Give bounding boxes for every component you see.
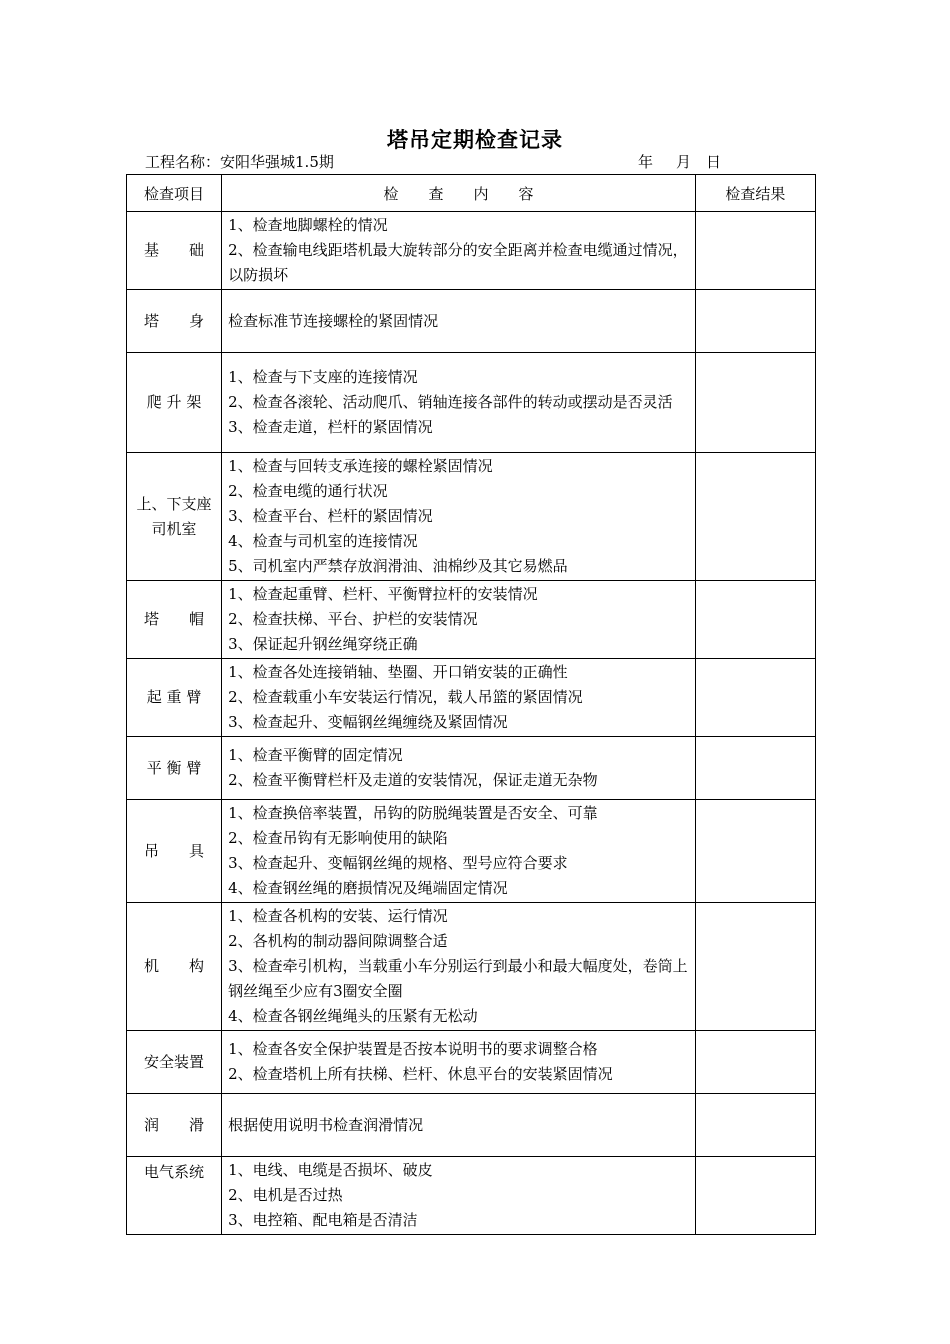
inspection-item — [127, 290, 222, 353]
content-line: 2、检查输电线距塔机最大旋转部分的安全距离并检查电缆通过情况，以防损坏 — [228, 241, 688, 284]
table-row — [127, 212, 816, 290]
table-header-row — [127, 175, 816, 212]
content-line: 2、检查平衡臂栏杆及走道的安装情况，保证走道无杂物 — [228, 771, 598, 789]
content-line: 1、检查起重臂、栏杆、平衡臂拉杆的安装情况 — [228, 585, 538, 603]
content-line: 2、检查各滚轮、活动爬爪、销轴连接各部件的转动或摆动是否灵活 — [228, 393, 673, 411]
inspection-content — [222, 903, 696, 1031]
content-line: 3、检查平台、栏杆的紧固情况 — [228, 507, 433, 525]
content-line: 1、检查平衡臂的固定情况 — [228, 746, 403, 764]
inspection-result-cell[interactable] — [695, 453, 815, 581]
table-row — [127, 581, 816, 659]
content-line: 3、检查起升、变幅钢丝绳缠绕及紧固情况 — [228, 713, 508, 731]
inspection-item — [127, 659, 222, 737]
inspection-content — [222, 1031, 696, 1094]
content-line: 1、检查各安全保护装置是否按本说明书的要求调整合格 — [228, 1040, 598, 1058]
inspection-result-cell[interactable] — [695, 659, 815, 737]
inspection-item-label: 吊 具 — [144, 841, 205, 860]
content-line: 4、检查与司机室的连接情况 — [228, 532, 418, 550]
table-row — [127, 903, 816, 1031]
content-line: 4、检查各钢丝绳绳头的压紧有无松动 — [228, 1007, 478, 1025]
date-line — [638, 151, 721, 172]
inspection-content — [222, 290, 696, 353]
table-row — [127, 659, 816, 737]
inspection-content — [222, 737, 696, 800]
inspection-result-cell[interactable] — [695, 353, 815, 453]
inspection-item-label: 电气系统 — [144, 1163, 205, 1181]
inspection-item — [127, 1157, 222, 1235]
content-line: 3、检查走道，栏杆的紧固情况 — [228, 418, 433, 436]
table-row — [127, 1031, 816, 1094]
inspection-content — [222, 659, 696, 737]
inspection-item-label: 爬 升 架 — [146, 393, 202, 411]
inspection-result-cell[interactable] — [695, 800, 815, 903]
header-item: 检查项目 — [127, 175, 222, 212]
inspection-content — [222, 212, 696, 290]
content-line: 1、检查各机构的安装、运行情况 — [228, 907, 448, 925]
inspection-item-label: 基 础 — [144, 241, 205, 259]
content-line: 1、检查地脚螺栓的情况 — [228, 216, 388, 234]
project-name: 工程名称：安阳华强城1.5期 — [145, 153, 334, 171]
table-row — [127, 1157, 816, 1235]
content-line: 3、检查牵引机构，当载重小车分别运行到最小和最大幅度处，卷筒上钢丝绳至少应有3圈安全圈 — [228, 957, 688, 1000]
inspection-item-label: 塔 身 — [144, 311, 205, 330]
content-line: 2、检查吊钩有无影响使用的缺陷 — [228, 829, 448, 847]
inspection-result-cell[interactable] — [695, 1094, 815, 1157]
inspection-content — [222, 1157, 696, 1235]
content-line: 4、检查钢丝绳的磨损情况及绳端固定情况 — [228, 879, 508, 897]
date-year: 年 — [638, 153, 654, 171]
table-row — [127, 353, 816, 453]
table-row — [127, 800, 816, 903]
content-line: 1、检查各处连接销轴、垫圈、开口销安装的正确性 — [228, 663, 568, 681]
content-line: 2、各机构的制动器间隙调整合适 — [228, 932, 448, 950]
content-line: 1、电线、电缆是否损坏、破皮 — [228, 1161, 433, 1179]
inspection-item — [127, 212, 222, 290]
content-line: 1、检查与下支座的连接情况 — [228, 368, 418, 386]
inspection-item-label: 平 衡 臂 — [146, 758, 202, 777]
inspection-content — [222, 1094, 696, 1157]
inspection-item — [127, 1094, 222, 1157]
inspection-item — [127, 353, 222, 453]
content-line: 5、司机室内严禁存放润滑油、油棉纱及其它易燃品 — [228, 557, 568, 575]
content-line: 2、检查扶梯、平台、护栏的安装情况 — [228, 610, 478, 628]
content-line: 根据使用说明书检查润滑情况 — [228, 1115, 424, 1134]
inspection-result-cell[interactable] — [695, 1031, 815, 1094]
inspection-content — [222, 353, 696, 453]
inspection-item — [127, 1031, 222, 1094]
inspection-content — [222, 581, 696, 659]
inspection-table — [126, 174, 816, 1235]
date-month: 月 — [676, 153, 692, 171]
inspection-item-label: 上、下支座 — [136, 494, 212, 513]
content-line: 1、检查换倍率装置，吊钩的防脱绳装置是否安全、可靠 — [228, 804, 598, 822]
content-line: 3、检查起升、变幅钢丝绳的规格、型号应符合要求 — [228, 854, 568, 872]
inspection-item — [127, 453, 222, 581]
table-row — [127, 290, 816, 353]
inspection-result-cell[interactable] — [695, 290, 815, 353]
content-line: 2、检查塔机上所有扶梯、栏杆、休息平台的安装紧固情况 — [228, 1065, 613, 1083]
inspection-item-label: 机 构 — [144, 957, 205, 975]
date-day: 日 — [706, 153, 722, 171]
content-line: 1、检查与回转支承连接的螺栓紧固情况 — [228, 457, 493, 475]
content-line: 3、保证起升钢丝绳穿绕正确 — [228, 635, 418, 653]
table-row — [127, 737, 816, 800]
table-row — [127, 1094, 816, 1157]
inspection-item — [127, 581, 222, 659]
inspection-item-label: 安全装置 — [144, 1052, 205, 1071]
inspection-item-label: 司机室 — [151, 519, 197, 538]
inspection-result-cell[interactable] — [695, 581, 815, 659]
inspection-result-cell[interactable] — [695, 903, 815, 1031]
inspection-result-cell[interactable] — [695, 212, 815, 290]
content-line: 检查标准节连接螺栓的紧固情况 — [228, 311, 439, 330]
content-line: 3、电控箱、配电箱是否清洁 — [228, 1211, 418, 1229]
inspection-item-label: 润 滑 — [144, 1115, 205, 1134]
inspection-item-label: 塔 帽 — [144, 610, 205, 628]
inspection-content — [222, 453, 696, 581]
inspection-item — [127, 737, 222, 800]
page-title: 塔吊定期检查记录 — [387, 128, 563, 152]
table-row — [127, 453, 816, 581]
content-line: 2、检查载重小车安装运行情况，载人吊篮的紧固情况 — [228, 688, 583, 706]
content-line: 2、电机是否过热 — [228, 1186, 343, 1204]
header-result: 检查结果 — [695, 175, 815, 212]
content-line: 2、检查电缆的通行状况 — [228, 482, 388, 500]
inspection-result-cell[interactable] — [695, 1157, 815, 1235]
header-content: 检 查 内 容 — [222, 175, 696, 212]
inspection-item-label: 起 重 臂 — [146, 688, 202, 706]
inspection-content — [222, 800, 696, 903]
inspection-result-cell[interactable] — [695, 737, 815, 800]
inspection-item — [127, 903, 222, 1031]
inspection-item — [127, 800, 222, 903]
